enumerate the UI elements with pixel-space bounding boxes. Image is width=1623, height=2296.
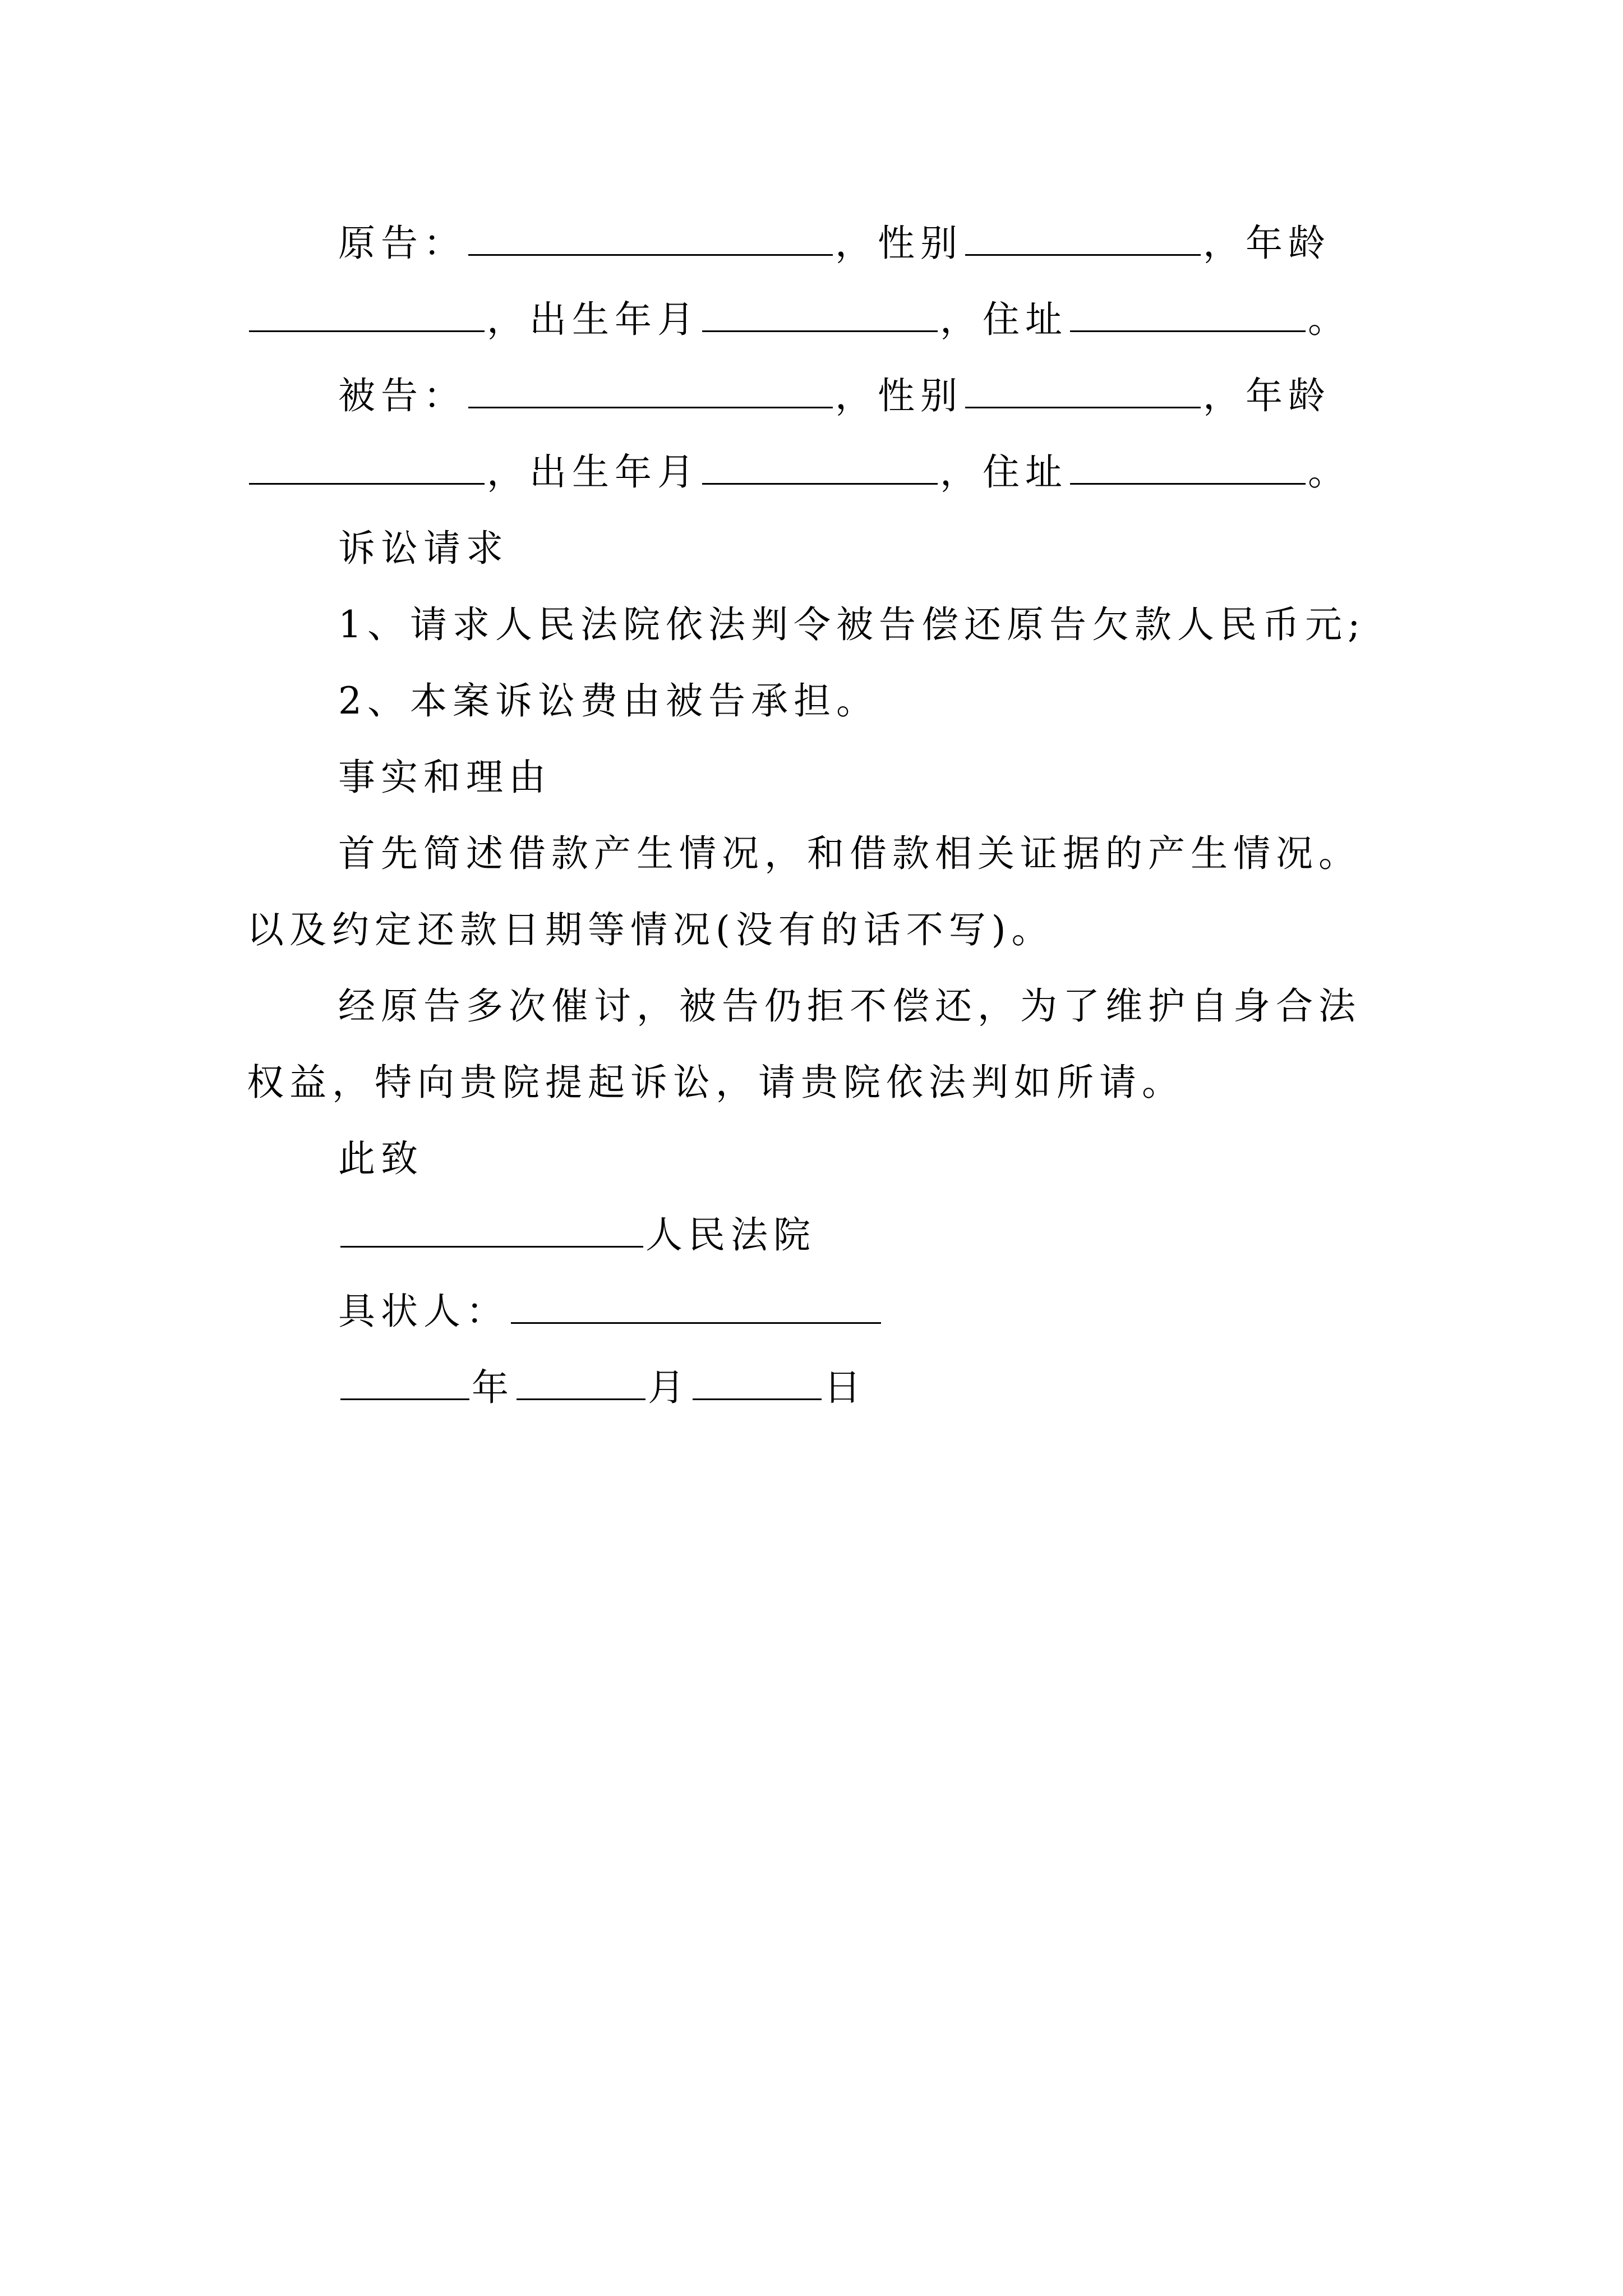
month-label: 月 bbox=[648, 1366, 690, 1409]
signer-label: 具状人： bbox=[338, 1290, 509, 1333]
defendant-label: 被告： bbox=[338, 374, 466, 417]
plaintiff-gender-blank[interactable] bbox=[965, 219, 1201, 256]
claim-item-1: 1、请求人民法院依法判令被告偿还原告欠款人民币元; bbox=[338, 603, 1366, 646]
defendant-name-blank[interactable] bbox=[468, 372, 833, 408]
plaintiff-label: 原告： bbox=[338, 222, 466, 265]
court-name-blank[interactable] bbox=[340, 1211, 643, 1248]
defendant-line-2 bbox=[247, 434, 1391, 510]
signer-line bbox=[247, 1273, 1482, 1350]
date-line bbox=[247, 1350, 1482, 1426]
defendant-birth-label: ，出生年月 bbox=[487, 450, 700, 494]
day-blank[interactable] bbox=[693, 1364, 822, 1400]
plaintiff-age-label: ，年龄 bbox=[1203, 222, 1331, 265]
defendant-end: 。 bbox=[1308, 450, 1350, 494]
facts-para1-line1: 首先简述借款产生情况，和借款相关证据的产生情况。 bbox=[338, 832, 1361, 875]
plaintiff-address-blank[interactable] bbox=[1070, 296, 1306, 332]
defendant-age-blank[interactable] bbox=[249, 448, 485, 485]
defendant-line-1 bbox=[247, 358, 1482, 434]
month-blank[interactable] bbox=[517, 1364, 645, 1400]
plaintiff-name-blank[interactable] bbox=[468, 219, 833, 256]
facts-para2-line2: 权益，特向贵院提起诉讼，请贵院依法判如所请。 bbox=[247, 1061, 1184, 1104]
plaintiff-end: 。 bbox=[1308, 298, 1350, 341]
salutation: 此致 bbox=[338, 1137, 423, 1180]
defendant-address-blank[interactable] bbox=[1070, 448, 1306, 485]
defendant-age-label: ，年龄 bbox=[1203, 374, 1331, 417]
defendant-gender-blank[interactable] bbox=[965, 372, 1201, 408]
plaintiff-age-blank[interactable] bbox=[249, 296, 485, 332]
plaintiff-address-label: ，住址 bbox=[940, 298, 1068, 341]
day-label: 日 bbox=[824, 1366, 866, 1409]
plaintiff-birth-label: ，出生年月 bbox=[487, 298, 700, 341]
facts-para1-line2: 以及约定还款日期等情况(没有的话不写)。 bbox=[247, 908, 1054, 951]
court-line bbox=[247, 1197, 1482, 1273]
claim-item-2: 2、本案诉讼费由被告承担。 bbox=[338, 679, 879, 723]
plaintiff-line-1 bbox=[247, 205, 1482, 282]
plaintiff-birth-blank[interactable] bbox=[702, 296, 938, 332]
defendant-gender-label: ，性别 bbox=[835, 374, 963, 417]
plaintiff-gender-label: ，性别 bbox=[835, 222, 963, 265]
facts-para2-line1: 经原告多次催讨，被告仍拒不偿还，为了维护自身合法 bbox=[338, 984, 1361, 1028]
defendant-address-label: ，住址 bbox=[940, 450, 1068, 494]
signer-blank[interactable] bbox=[511, 1287, 881, 1324]
year-blank[interactable] bbox=[340, 1364, 469, 1400]
defendant-birth-blank[interactable] bbox=[702, 448, 938, 485]
court-suffix: 人民法院 bbox=[645, 1213, 816, 1257]
claims-heading: 诉讼请求 bbox=[338, 527, 509, 570]
year-label: 年 bbox=[472, 1366, 514, 1409]
plaintiff-line-2 bbox=[247, 282, 1391, 358]
facts-heading: 事实和理由 bbox=[338, 756, 551, 799]
